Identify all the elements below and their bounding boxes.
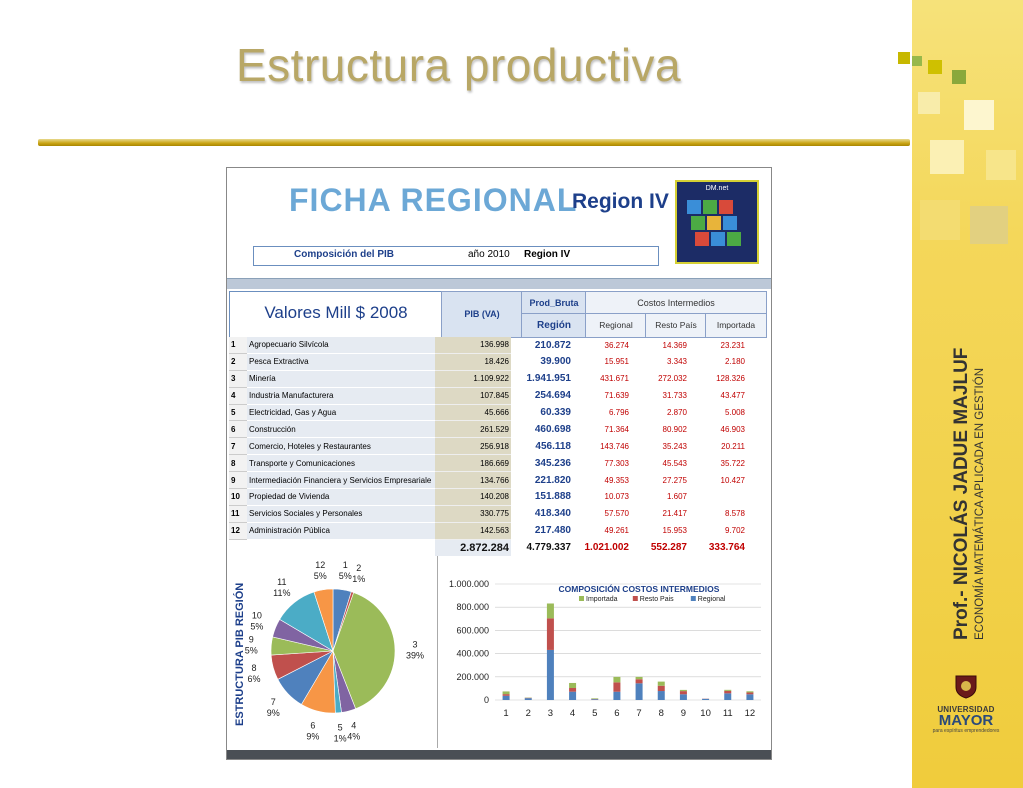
table-row [229, 505, 747, 522]
pie-label-11: 11 [277, 576, 287, 587]
y-tick-label: 800.000 [456, 602, 489, 613]
table-row [229, 353, 747, 370]
cell-sector: Construcción [247, 421, 435, 438]
bar-importada-9 [680, 690, 687, 691]
cell-resto: 31.733 [662, 391, 687, 401]
table-row [229, 489, 747, 506]
cell-sector: Minería [247, 370, 435, 387]
cell-n: 1 [229, 337, 247, 353]
dm-logo [675, 180, 759, 264]
cell-resto: 45.543 [662, 458, 687, 468]
table-row [229, 404, 747, 421]
cell-imp: 128.326 [716, 374, 745, 384]
cell-sector: Industria Manufacturera [247, 387, 435, 404]
total-resto: 552.287 [650, 541, 687, 553]
pie-percent-6: 9% [306, 731, 320, 742]
cell-n: 5 [229, 404, 247, 421]
bar-resto-pais-1 [503, 694, 510, 696]
bar-importada-1 [503, 691, 510, 694]
pie-label-10: 10 [251, 610, 262, 621]
cell-pib: 140.208 [435, 489, 511, 506]
cell-sector: Agropecuario Silvícola [247, 337, 435, 353]
cell-imp: 8.578 [724, 509, 745, 519]
cell-prod: 1.941.951 [526, 373, 571, 385]
total-importada: 333.764 [708, 541, 745, 553]
cell-n: 12 [229, 522, 247, 539]
cell-n: 10 [229, 489, 247, 506]
pie-percent-5: 1% [333, 733, 347, 744]
cell-imp: 23.231 [720, 340, 745, 350]
data-rows [229, 337, 769, 555]
cell-prod: 345.236 [534, 457, 571, 469]
pie-percent-1: 5% [338, 570, 352, 581]
cell-sector: Transporte y Comunicaciones [247, 455, 435, 472]
pie-label-5: 5 [337, 722, 343, 733]
bar-importada-6 [613, 677, 620, 682]
y-tick-label: 200.000 [456, 671, 489, 682]
composicion-label: Composición del PIB [294, 249, 395, 260]
bar-resto-pais-4 [569, 688, 576, 692]
cell-imp: 43.477 [720, 391, 745, 401]
cell-prod: 254.694 [534, 390, 571, 402]
cell-imp: 35.722 [720, 458, 745, 468]
table-row [229, 472, 747, 489]
pie-percent-12: 5% [313, 570, 327, 581]
cell-prod: 456.118 [535, 440, 571, 452]
bar-resto-pais-12 [746, 692, 753, 694]
bar-importada-12 [746, 691, 753, 692]
bar-importada-4 [569, 683, 576, 688]
col-resto: Resto País [645, 313, 707, 338]
cell-sector: Intermediación Financiera y Servicios Empresariale [247, 472, 435, 489]
cell-prod: 210.872 [534, 339, 571, 351]
x-tick-label-9: 9 [680, 708, 687, 719]
cell-resto: 1.607 [666, 492, 687, 502]
cell-prod: 217.480 [534, 525, 571, 537]
cell-imp: 9.702 [724, 526, 745, 536]
professor-name: Prof.- NICOLÁS JADUE MAJLUF [951, 347, 972, 640]
cell-n: 9 [229, 472, 247, 489]
pie-label-8: 8 [251, 662, 257, 673]
bar-resto-pais-7 [636, 679, 643, 683]
cell-n: 7 [229, 438, 247, 455]
bar-regional-6 [613, 692, 620, 700]
bar-resto-pais-9 [680, 691, 687, 694]
totals-row [229, 539, 747, 555]
cell-imp: 5.008 [724, 408, 745, 417]
cell-resto: 21.417 [662, 509, 687, 519]
cell-reg: 71.364 [604, 424, 629, 434]
pie-label-7: 7 [270, 697, 276, 708]
col-costos: Costos Intermedios [585, 291, 767, 315]
cell-prod: 151.888 [534, 491, 571, 503]
cell-prod: 39.900 [540, 356, 571, 368]
col-importada: Importada [705, 313, 767, 338]
col-pib: PIB (VA) [441, 291, 523, 338]
bar-regional-9 [680, 694, 687, 700]
cell-prod: 418.340 [534, 508, 571, 520]
separator-band [227, 278, 771, 289]
table-row [229, 438, 747, 455]
y-tick-label: 0 [483, 695, 489, 705]
cell-pib: 256.918 [435, 438, 511, 455]
pie-percent-7: 9% [266, 708, 280, 719]
y-tick-label: 400.000 [456, 648, 489, 659]
cell-pib: 1.109.922 [435, 370, 511, 387]
cell-reg: 71.639 [604, 391, 629, 401]
title-divider [38, 139, 910, 146]
valores-header [229, 291, 443, 338]
cell-sector: Servicios Sociales y Personales [247, 505, 435, 522]
cell-reg: 143.746 [600, 441, 629, 451]
cell-sector: Administración Pública [247, 522, 435, 539]
legend-label: Resto Pais [639, 596, 674, 603]
bar-regional-5 [591, 699, 598, 700]
ficha-title: FICHA REGIONAL [289, 182, 578, 218]
bar-svg [439, 570, 769, 748]
pie-percent-9: 5% [244, 645, 258, 656]
table-row [229, 421, 747, 438]
cell-resto: 3.343 [666, 357, 687, 367]
cell-pib: 136.998 [435, 337, 511, 353]
cell-resto: 35.243 [662, 441, 687, 451]
cell-imp: 2.180 [724, 357, 745, 367]
legend-swatch [633, 596, 638, 601]
cell-reg: 10.073 [604, 492, 629, 502]
cell-reg: 49.261 [604, 526, 629, 536]
cell-reg: 15.951 [604, 357, 629, 367]
valores-title: Valores Mill $ 2008 [264, 303, 408, 322]
pie-label-1: 1 [342, 559, 348, 570]
bar-regional-4 [569, 692, 576, 700]
x-tick-label-3: 3 [547, 708, 554, 719]
sector-table [229, 337, 747, 556]
pie-label-9: 9 [248, 634, 254, 645]
bar-importada-7 [636, 677, 643, 679]
bar-importada-11 [724, 690, 731, 691]
cell-reg: 77.303 [604, 458, 629, 468]
cell-n: 4 [229, 387, 247, 404]
cell-pib: 261.529 [435, 421, 511, 438]
bar-regional-1 [503, 696, 510, 700]
bar-resto-pais-6 [613, 682, 620, 691]
y-tick-label: 1.000.000 [448, 579, 489, 589]
bar-resto-pais-3 [547, 618, 554, 650]
ficha-regional-sheet [226, 167, 772, 760]
pie-percent-2: 1% [352, 574, 366, 585]
university-line2: MAYOR [938, 712, 994, 729]
pie-title: ESTRUCTURA PIB REGIÓN [234, 582, 246, 726]
x-tick-label-5: 5 [592, 708, 598, 719]
cell-sector: Pesca Extractiva [247, 353, 435, 370]
cell-reg: 6.796 [608, 408, 629, 417]
university-line1: UNIVERSIDAD [937, 705, 995, 714]
bar-resto-pais-8 [658, 686, 665, 691]
region-label: Region IV [524, 249, 571, 260]
cell-pib: 107.845 [435, 387, 511, 404]
cell-n: 8 [229, 455, 247, 472]
cell-pib: 45.666 [435, 404, 511, 421]
sheet-footer-band [227, 750, 771, 759]
cubes-icon [677, 192, 753, 252]
table-row [229, 455, 747, 472]
bar-regional-2 [525, 698, 532, 700]
cell-prod: 460.698 [534, 423, 571, 435]
col-prod-2: Región [521, 313, 587, 338]
slide-title: Estructura productiva [236, 39, 682, 91]
cell-pib: 134.766 [435, 472, 511, 489]
y-tick-label: 600.000 [456, 625, 489, 636]
legend-swatch [579, 596, 584, 601]
cell-prod: 221.820 [534, 474, 571, 486]
bar-regional-12 [746, 694, 753, 700]
table-row [229, 337, 747, 353]
cell-reg: 49.353 [604, 475, 629, 485]
bar-importada-8 [658, 682, 665, 686]
table-row [229, 387, 747, 404]
x-tick-label-10: 10 [700, 708, 711, 719]
cell-prod: 60.339 [540, 407, 571, 418]
bar-regional-10 [702, 699, 709, 700]
pie-percent-8: 6% [247, 673, 261, 684]
cell-imp: 20.211 [721, 441, 745, 451]
bar-importada-5 [591, 698, 598, 699]
bar-regional-7 [636, 683, 643, 700]
cell-resto: 272.032 [658, 374, 687, 384]
bar-title: COMPOSICIÓN COSTOS INTERMEDIOS [558, 584, 720, 594]
course-subtitle: ECONOMÍA MATEMÁTICA APLICADA EN GESTIÓN [974, 367, 986, 640]
year-label: año 2010 [468, 249, 510, 260]
bar-importada-3 [547, 603, 554, 618]
cell-reg: 431.671 [600, 374, 629, 384]
dm-logo-text: DM.net [705, 185, 729, 192]
cell-pib: 186.669 [435, 455, 511, 472]
cell-sector: Electricidad, Gas y Agua [247, 404, 435, 421]
x-tick-label-6: 6 [614, 708, 620, 719]
legend-label: Importada [586, 596, 618, 603]
bar-regional-3 [547, 650, 554, 700]
cell-sector: Comercio, Hoteles y Restaurantes [247, 438, 435, 455]
cell-n: 11 [229, 505, 247, 522]
legend-swatch [691, 596, 696, 601]
cell-n: 2 [229, 353, 247, 370]
pie-label-3: 3 [412, 639, 418, 650]
bar-chart [439, 570, 769, 748]
pie-label-6: 6 [310, 720, 316, 731]
total-prod: 4.779.337 [526, 541, 571, 553]
x-tick-label-11: 11 [722, 708, 733, 719]
x-tick-label-12: 12 [744, 708, 756, 719]
cell-resto: 80.902 [662, 424, 687, 434]
x-tick-label-1: 1 [503, 708, 509, 719]
university-logo [926, 673, 1006, 734]
pie-percent-4: 4% [347, 731, 361, 742]
pie-chart [229, 556, 438, 748]
cell-pib: 330.775 [435, 505, 511, 522]
pie-label-4: 4 [351, 720, 357, 731]
cell-resto: 14.369 [662, 340, 687, 350]
cell-sector: Propiedad de Vivienda [247, 489, 435, 506]
cell-imp [689, 489, 747, 506]
cell-n: 3 [229, 370, 247, 387]
total-pib: 2.872.284 [435, 539, 511, 555]
bar-regional-11 [724, 693, 731, 700]
legend-label: Regional [697, 596, 726, 603]
cell-resto: 2.870 [666, 408, 687, 417]
professor-vertical-text [951, 348, 987, 640]
total-regional: 1.021.002 [584, 541, 629, 553]
cell-resto: 15.953 [662, 526, 687, 536]
pie-svg [229, 556, 437, 748]
university-crest-icon [953, 673, 979, 699]
x-tick-label-8: 8 [658, 708, 664, 719]
university-tagline: para espíritus emprendedores [932, 728, 1000, 734]
pie-label-2: 2 [356, 563, 362, 574]
x-tick-label-2: 2 [525, 708, 531, 719]
cell-reg: 36.274 [604, 340, 629, 350]
cell-resto: 27.275 [662, 475, 687, 485]
region-title: Region IV [572, 190, 669, 213]
bar-regional-8 [658, 691, 665, 700]
pie-percent-10: 5% [250, 621, 264, 632]
bar-resto-pais-11 [724, 691, 731, 693]
cell-pib: 142.563 [435, 522, 511, 539]
x-tick-label-7: 7 [636, 708, 642, 719]
table-row [229, 522, 747, 539]
composicion-row [253, 246, 659, 266]
pie-percent-11: 11% [273, 587, 291, 598]
pie-label-12: 12 [315, 559, 326, 570]
cell-imp: 10.427 [720, 475, 745, 485]
cell-imp: 46.903 [720, 424, 745, 434]
col-regional: Regional [585, 313, 647, 338]
cell-reg: 57.570 [604, 509, 629, 519]
x-tick-label-4: 4 [569, 708, 576, 719]
cell-n: 6 [229, 421, 247, 438]
table-row [229, 370, 747, 387]
pie-percent-3: 39% [405, 650, 424, 661]
col-prod-1: Prod_Bruta [521, 291, 587, 315]
cell-pib: 18.426 [435, 353, 511, 370]
